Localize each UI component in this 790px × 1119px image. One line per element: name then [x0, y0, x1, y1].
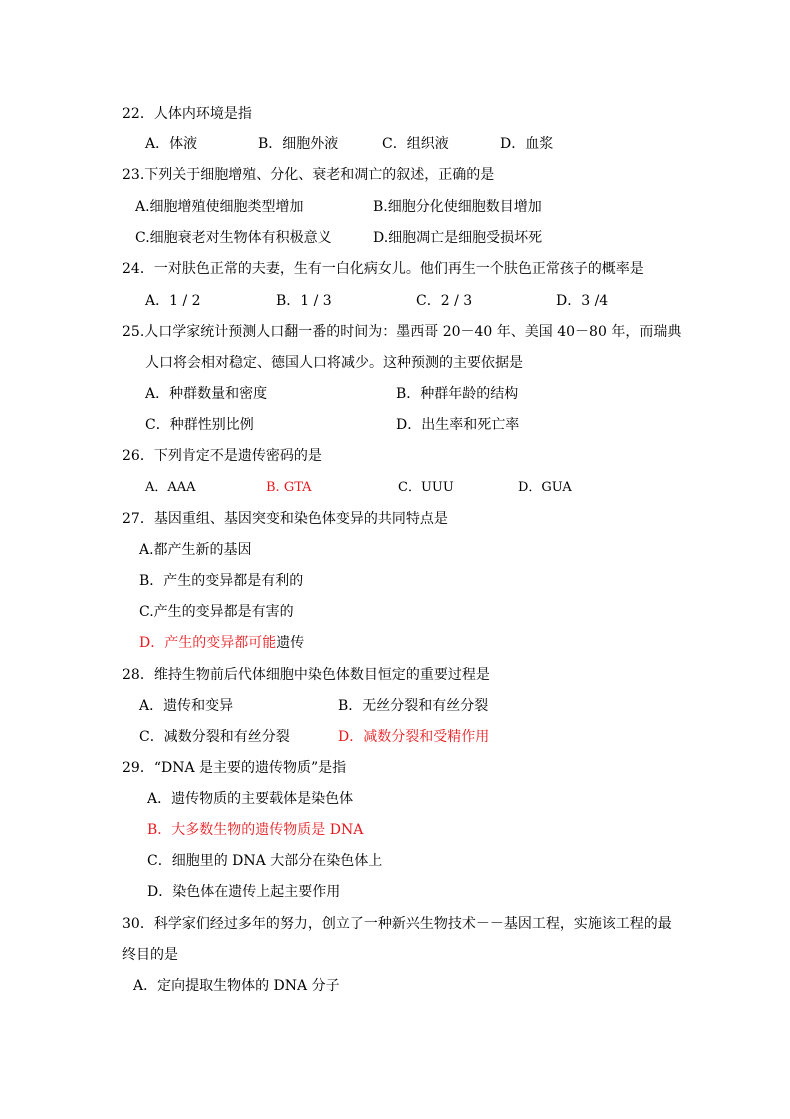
question-23-stem: 23.下列关于细胞增殖、分化、衰老和凋亡的叙述，正确的是 — [122, 167, 495, 183]
question-26-option-a: A．AAA — [145, 480, 196, 495]
question-22-option-a: A．体液 — [145, 136, 198, 152]
question-26-option-b-answer: B. GTA — [266, 480, 312, 495]
question-25-stem-line-2: 人口将会相对稳定、德国人口将减少。这种预测的主要依据是 — [145, 355, 523, 371]
question-24-option-c: C．2 / 3 — [416, 293, 473, 309]
question-28-option-d-answer: D．减数分裂和受精作用 — [338, 729, 490, 745]
question-22-stem: 22．人体内环境是指 — [122, 106, 252, 122]
question-27-option-d — [139, 633, 304, 653]
question-24-option-d: D．3 /4 — [556, 293, 609, 309]
question-28-option-c: C．减数分裂和有丝分裂 — [139, 729, 290, 745]
question-26-option-c: C．UUU — [398, 480, 454, 495]
question-29-option-a: A．遗传物质的主要载体是染色体 — [147, 791, 354, 807]
question-28-option-a: A．遗传和变异 — [139, 698, 234, 714]
question-26-stem: 26．下列肯定不是遗传密码的是 — [122, 448, 322, 464]
question-23-option-a: A.细胞增殖使细胞类型增加 — [135, 199, 304, 215]
question-29-stem: 29．“DNA 是主要的遗传物质”是指 — [122, 760, 347, 776]
question-30-stem-line-1: 30．科学家们经过多年的努力，创立了一种新兴生物技术－－基因工程，实施该工程的最 — [122, 916, 672, 932]
question-24-option-b: B．1 / 3 — [276, 293, 332, 309]
question-24-stem: 24．一对肤色正常的夫妻，生有一白化病女儿。他们再生一个肤色正常孩子的概率是 — [122, 261, 644, 277]
question-22-option-c: C．组织液 — [382, 136, 449, 152]
question-23-option-d: D.细胞凋亡是细胞受损坏死 — [373, 230, 543, 246]
question-29-option-d: D．染色体在遗传上起主要作用 — [147, 884, 341, 900]
question-28-option-b: B．无丝分裂和有丝分裂 — [338, 698, 489, 714]
question-27-option-b: B．产生的变异都是有利的 — [139, 573, 304, 589]
question-25-option-c: C．种群性别比例 — [145, 417, 254, 433]
question-23-option-b: B.细胞分化使细胞数目增加 — [373, 199, 542, 215]
question-29-option-c: C．细胞里的 DNA 大部分在染色体上 — [147, 853, 383, 869]
question-30-stem-line-2: 终目的是 — [122, 947, 178, 963]
question-25-option-a: A．种群数量和密度 — [145, 386, 268, 402]
question-27-option-c: C.产生的变异都是有害的 — [139, 604, 294, 620]
question-28-stem: 28．维持生物前后代体细胞中染色体数目恒定的重要过程是 — [122, 667, 490, 683]
question-22-option-b: B．细胞外液 — [258, 136, 339, 152]
question-27-stem: 27．基因重组、基因突变和染色体变异的共同特点是 — [122, 511, 448, 527]
question-22-option-d: D．血浆 — [500, 136, 554, 152]
question-30-option-a: A．定向提取生物体的 DNA 分子 — [133, 978, 340, 994]
question-27-option-a: A.都产生新的基因 — [139, 542, 252, 558]
question-27-option-d-tail: 遗传 — [276, 635, 305, 651]
question-25-option-d: D．出生率和死亡率 — [396, 417, 520, 433]
question-29-option-b-answer: B．大多数生物的遗传物质是 DNA — [147, 822, 364, 838]
question-24-option-a: A．1 / 2 — [145, 293, 201, 309]
question-25-option-b: B．种群年龄的结构 — [396, 386, 519, 402]
question-27-option-d-answer: D．产生的变异都可能 — [139, 635, 277, 651]
question-25-stem-line-1: 25.人口学家统计预测人口翻一番的时间为：墨西哥 20－40 年、美国 40－80 年，而瑞典 — [122, 324, 682, 340]
question-26-option-d: D．GUA — [518, 480, 572, 495]
question-23-option-c: C.细胞衰老对生物体有积极意义 — [135, 230, 332, 246]
